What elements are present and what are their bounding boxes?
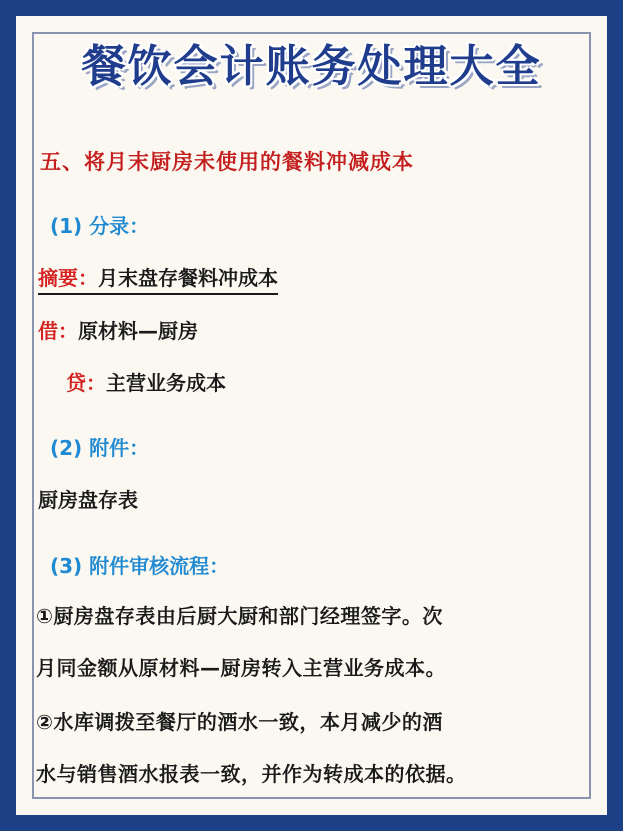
debit-label: 借： bbox=[38, 319, 78, 343]
debit-row bbox=[38, 315, 198, 344]
credit-label: 贷： bbox=[66, 371, 106, 395]
credit-text: 主营业务成本 bbox=[106, 371, 226, 395]
entry-subheading: (1) 分录： bbox=[50, 214, 150, 238]
section-heading: 五、将月末厨房未使用的餐料冲减成本 bbox=[40, 150, 414, 174]
attachment-subheading: (2) 附件： bbox=[50, 436, 150, 460]
summary-row bbox=[38, 262, 278, 295]
review-line: ①厨房盘存表由后厨大厨和部门经理签字。次 bbox=[36, 604, 443, 628]
review-line: ②水库调拨至餐厅的酒水一致，本月减少的酒 bbox=[36, 710, 443, 734]
page-title: 餐饮会计账务处理大全 bbox=[81, 41, 542, 92]
review-line: 水与销售酒水报表一致，并作为转成本的依据。 bbox=[36, 762, 467, 786]
debit-text: 原材料—厨房 bbox=[78, 319, 198, 343]
summary-text: 月末盘存餐料冲成本 bbox=[98, 266, 278, 290]
credit-row bbox=[66, 367, 226, 396]
review-line: 月同金额从原材料—厨房转入主营业务成本。 bbox=[36, 656, 446, 680]
attachment-text: 厨房盘存表 bbox=[38, 488, 138, 512]
summary-label: 摘要： bbox=[38, 266, 98, 290]
review-subheading: (3) 附件审核流程： bbox=[50, 554, 230, 578]
